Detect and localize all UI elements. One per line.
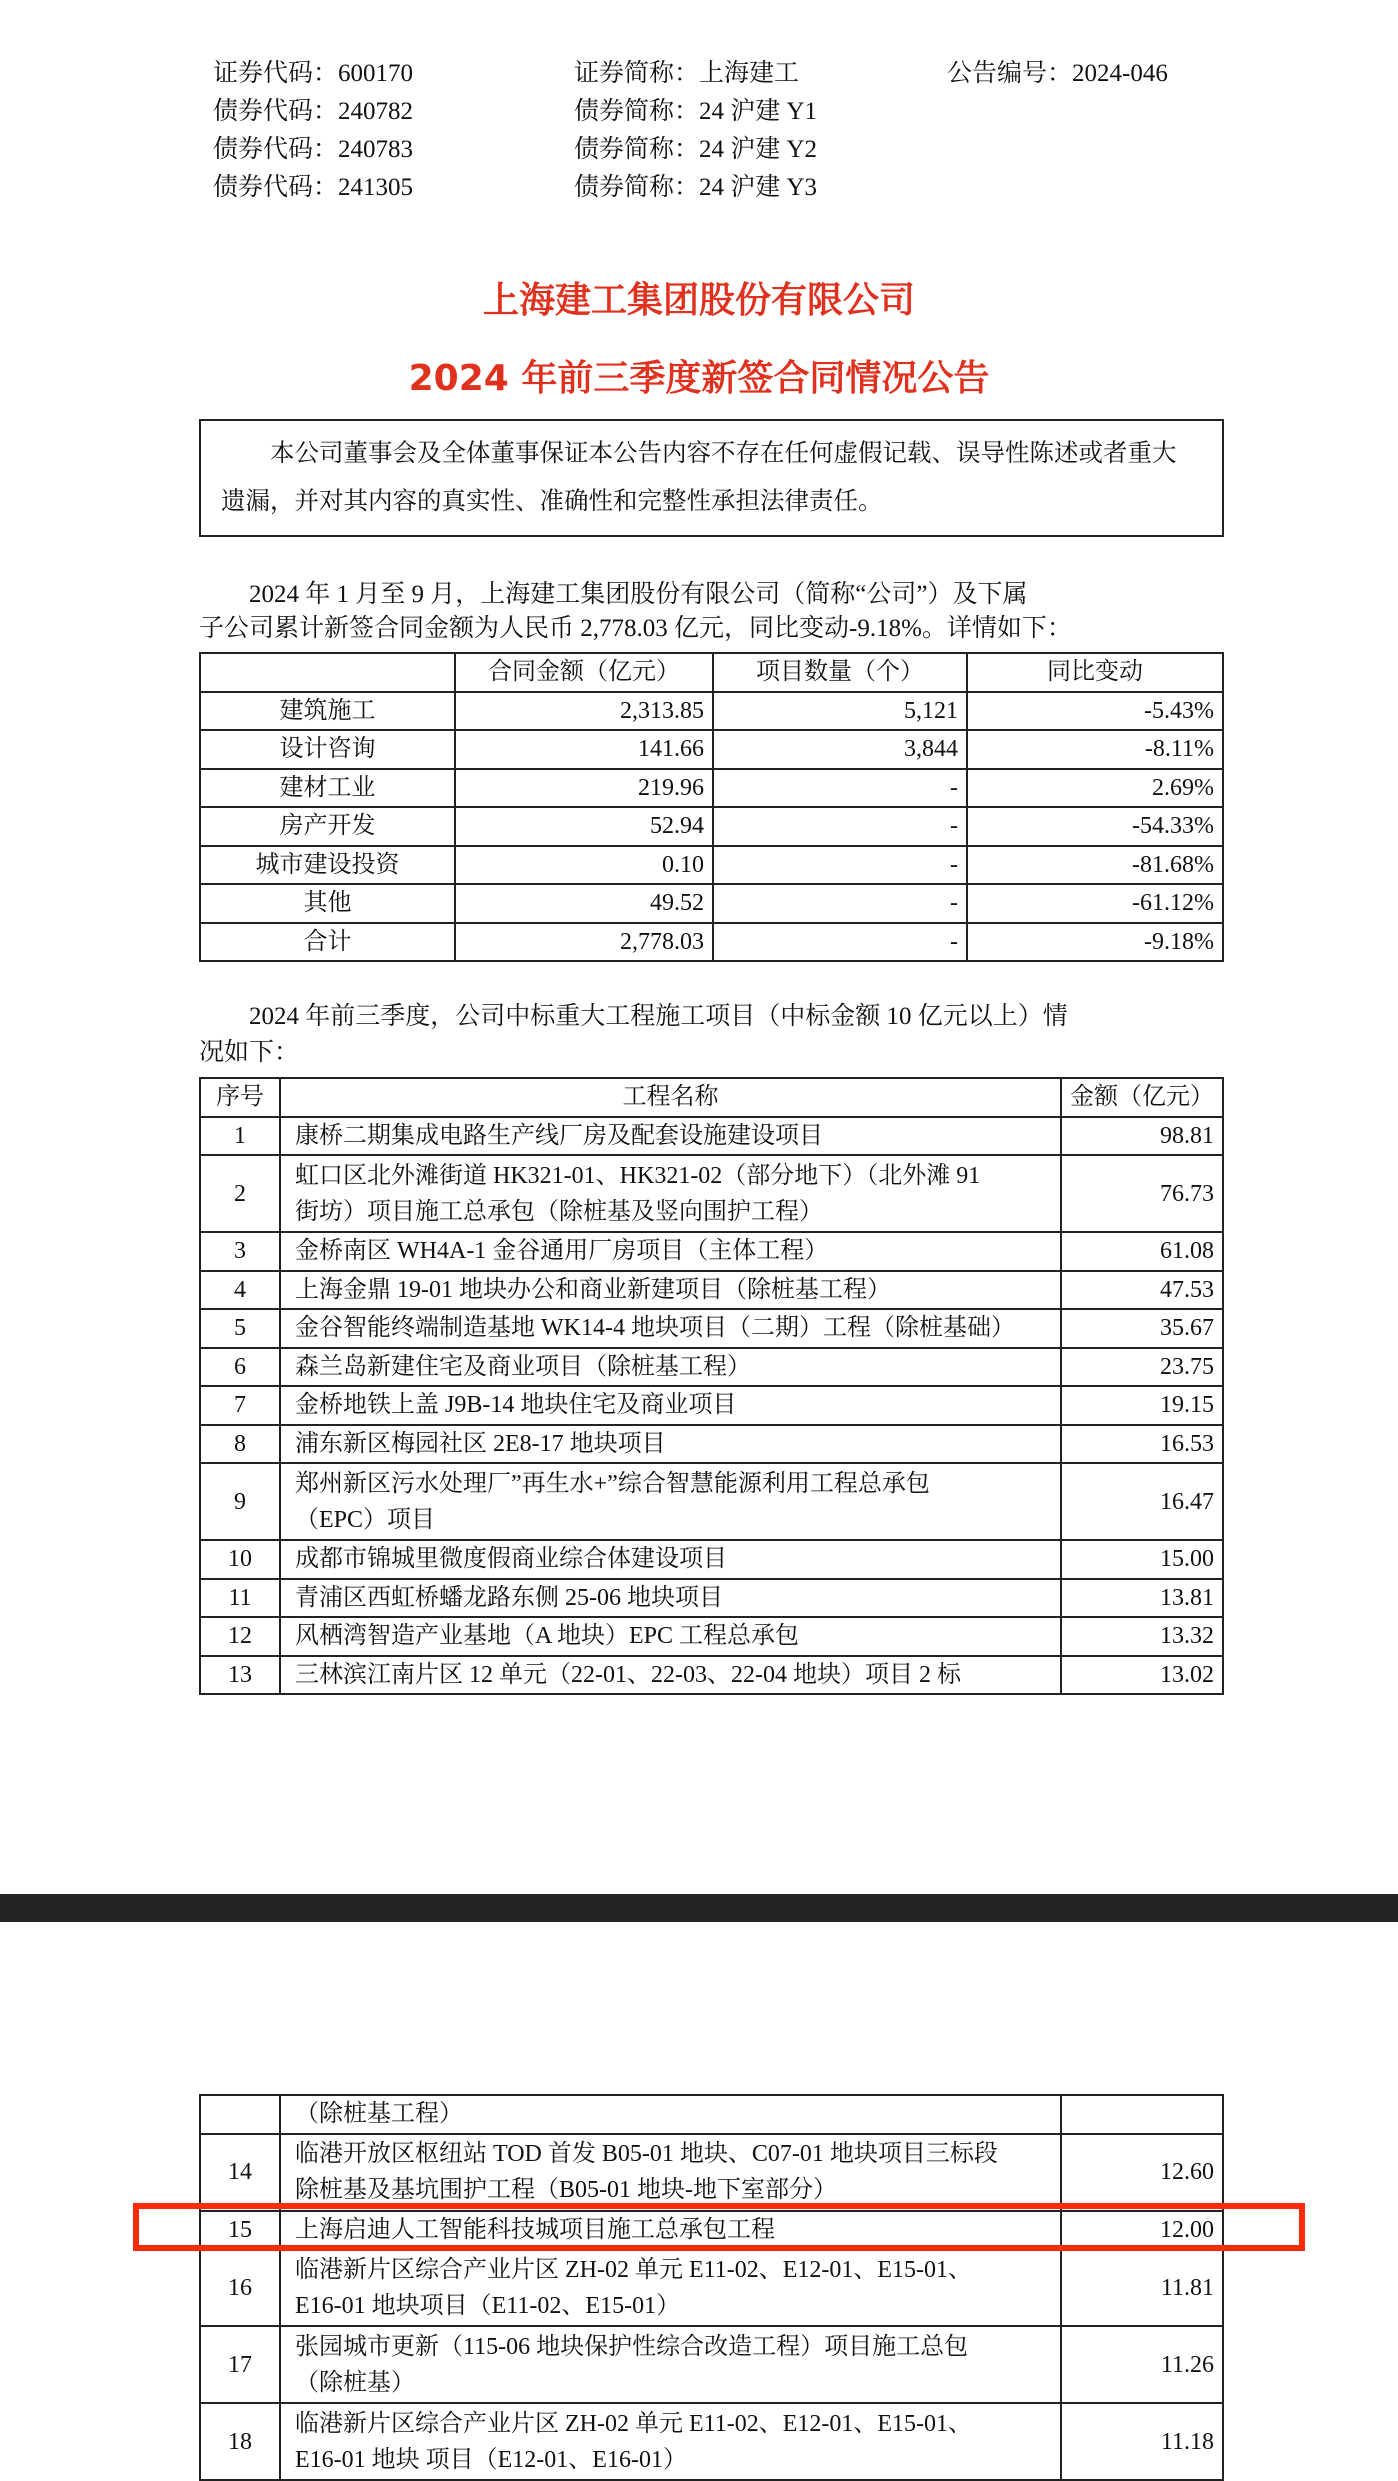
project-name — [280, 1271, 1061, 1310]
project-name — [280, 1117, 1061, 1156]
table-cell: 2,778.03 — [455, 923, 713, 962]
table-row — [200, 1579, 1223, 1618]
contracts-table — [199, 652, 1224, 962]
table-row — [200, 1617, 1223, 1656]
table-row — [200, 846, 1223, 885]
table-cell: 设计咨询 — [200, 730, 455, 769]
project-name-line: 青浦区西虹桥蟠龙路东侧 25-06 地块项目 — [295, 1584, 723, 1611]
project-amount: 13.81 — [1061, 1579, 1223, 1618]
project-amount: 61.08 — [1061, 1232, 1223, 1271]
row-number: 10 — [200, 1540, 280, 1579]
column-header: 项目数量（个） — [713, 653, 967, 692]
table-row — [200, 769, 1223, 808]
security-code: 证券代码：600170 — [213, 60, 414, 87]
project-name-line: 风栖湾智造产业基地（A 地块）EPC 工程总承包 — [295, 1623, 800, 1650]
row-number: 7 — [200, 1386, 280, 1425]
table-row — [200, 1386, 1223, 1425]
row-number: 5 — [200, 1309, 280, 1348]
security-code: 债券代码：240783 — [213, 136, 414, 163]
project-amount: 16.47 — [1061, 1463, 1223, 1540]
highlight-box — [133, 2203, 1305, 2251]
project-name-line: 上海金鼎 19-01 地块办公和商业新建项目（除桩基工程） — [295, 1276, 891, 1303]
table-header-row — [200, 653, 1223, 692]
project-name — [280, 1386, 1061, 1425]
table-cell: -54.33% — [967, 807, 1223, 846]
project-name-line: E16-01 地块项目（E11-02、E15-01） — [295, 2292, 681, 2319]
row-number: 15 — [200, 2211, 280, 2250]
project-amount: 16.53 — [1061, 1425, 1223, 1464]
row-number: 8 — [200, 1425, 280, 1464]
table-row — [200, 2134, 1223, 2211]
company-title: 上海建工集团股份有限公司 — [482, 280, 915, 321]
project-name — [280, 1463, 1061, 1540]
project-name — [280, 2095, 1061, 2134]
row-number: 4 — [200, 1271, 280, 1310]
project-name — [280, 1656, 1061, 1695]
column-header: 同比变动 — [967, 653, 1223, 692]
project-amount: 11.26 — [1061, 2326, 1223, 2403]
row-number: 2 — [200, 1155, 280, 1232]
table-cell: 2.69% — [967, 769, 1223, 808]
table-cell: - — [713, 807, 967, 846]
project-name-line: 临港新片区综合产业片区 ZH-02 单元 E11-02、E12-01、E15-01、 — [295, 2410, 973, 2437]
table-row — [200, 2403, 1223, 2480]
project-name — [280, 1617, 1061, 1656]
disclaimer-line: 本公司董事会及全体董事保证本公告内容不存在任何虚假记载、误导性陈述或者重大 — [221, 440, 1177, 467]
table-cell: -9.18% — [967, 923, 1223, 962]
project-amount: 13.02 — [1061, 1656, 1223, 1695]
projects-table — [199, 1077, 1224, 1695]
project-name-line: 郑州新区污水处理厂”再生水+”综合智慧能源利用工程总承包 — [295, 1470, 930, 1497]
table-cell: 房产开发 — [200, 807, 455, 846]
row-number: 12 — [200, 1617, 280, 1656]
security-code: 债券代码：240782 — [213, 98, 414, 125]
project-amount: 19.15 — [1061, 1386, 1223, 1425]
row-number: 14 — [200, 2134, 280, 2211]
project-amount: 98.81 — [1061, 1117, 1223, 1156]
project-name — [280, 1540, 1061, 1579]
project-name — [280, 2134, 1061, 2211]
table-cell: 建材工业 — [200, 769, 455, 808]
table-cell: 其他 — [200, 884, 455, 923]
project-amount: 35.67 — [1061, 1309, 1223, 1348]
table-row — [200, 923, 1223, 962]
project-name-line: 张园城市更新（115-06 地块保护性综合改造工程）项目施工总包 — [295, 2333, 969, 2360]
intro-line: 2024 年 1 月至 9 月，上海建工集团股份有限公司（简称“公司”）及下属 — [199, 581, 1028, 608]
project-amount: 23.75 — [1061, 1348, 1223, 1387]
table-cell: 49.52 — [455, 884, 713, 923]
table-row — [200, 1463, 1223, 1540]
table-cell: -61.12% — [967, 884, 1223, 923]
project-amount: 12.60 — [1061, 2134, 1223, 2211]
table-cell: - — [713, 884, 967, 923]
table-cell: 141.66 — [455, 730, 713, 769]
table-cell: 219.96 — [455, 769, 713, 808]
project-name-line: 三林滨江南片区 12 单元（22-01、22-03、22-04 地块）项目 2 标 — [295, 1661, 961, 1688]
project-amount: 15.00 — [1061, 1540, 1223, 1579]
disclaimer-box — [199, 419, 1224, 537]
table-cell: 城市建设投资 — [200, 846, 455, 885]
table-row — [200, 2249, 1223, 2326]
column-header: 工程名称 — [280, 1078, 1061, 1117]
security-short-name: 证券简称：上海建工 — [574, 60, 800, 87]
project-name — [280, 1309, 1061, 1348]
project-name — [280, 1579, 1061, 1618]
row-number: 1 — [200, 1117, 280, 1156]
table-row — [200, 1117, 1223, 1156]
project-name-line: 临港新片区综合产业片区 ZH-02 单元 E11-02、E12-01、E15-01、 — [295, 2256, 973, 2283]
row-number: 16 — [200, 2249, 280, 2326]
project-amount: 47.53 — [1061, 1271, 1223, 1310]
row-number — [200, 2095, 280, 2134]
table-row — [200, 1348, 1223, 1387]
table-row — [200, 1425, 1223, 1464]
project-name-line: 临港开放区枢纽站 TOD 首发 B05-01 地块、C07-01 地块项目三标段 — [295, 2141, 998, 2167]
row-number: 17 — [200, 2326, 280, 2403]
project-amount — [1061, 2095, 1223, 2134]
project-name-line: （EPC）项目 — [295, 1506, 436, 1533]
row-number: 11 — [200, 1579, 280, 1618]
security-short-name: 债券简称：24 沪建 Y1 — [574, 98, 818, 125]
projects-intro-line: 况如下： — [199, 1039, 300, 1066]
project-name — [280, 1232, 1061, 1271]
column-header: 金额（亿元） — [1061, 1078, 1223, 1117]
table-cell: -5.43% — [967, 692, 1223, 731]
project-name-line: 金桥地铁上盖 J9B-14 地块住宅及商业项目 — [295, 1392, 737, 1419]
project-name-line: （除桩基） — [295, 2369, 415, 2396]
announcement-number: 公告编号：2024-046 — [947, 60, 1168, 87]
row-number: 18 — [200, 2403, 280, 2480]
project-name — [280, 1425, 1061, 1464]
table-cell: 5,121 — [713, 692, 967, 731]
project-name-line: E16-01 地块 项目（E12-01、E16-01） — [295, 2446, 687, 2473]
table-row — [200, 1656, 1223, 1695]
table-cell: -81.68% — [967, 846, 1223, 885]
project-name-line: 金谷智能终端制造基地 WK14-4 地块项目（二期）工程（除桩基础） — [295, 1315, 1015, 1342]
table-header-row — [200, 1078, 1223, 1117]
project-name — [280, 2403, 1061, 2480]
table-row — [200, 1232, 1223, 1271]
project-name — [280, 2249, 1061, 2326]
table-cell: 建筑施工 — [200, 692, 455, 731]
table-cell: 2,313.85 — [455, 692, 713, 731]
table-row — [200, 692, 1223, 731]
project-name-line: 康桥二期集成电路生产线厂房及配套设施建设项目 — [295, 1122, 823, 1149]
table-cell: - — [713, 769, 967, 808]
table-row — [200, 884, 1223, 923]
table-row — [200, 2095, 1223, 2134]
table-row — [200, 1540, 1223, 1579]
security-code: 债券代码：241305 — [213, 174, 414, 201]
report-title: 2024 年前三季度新签合同情况公告 — [408, 358, 990, 399]
column-header: 合同金额（亿元） — [455, 653, 713, 692]
table-cell: 0.10 — [455, 846, 713, 885]
project-name-line: 上海启迪人工智能科技城项目施工总承包工程 — [295, 2216, 775, 2243]
disclaimer-line: 遗漏，并对其内容的真实性、准确性和完整性承担法律责任。 — [221, 488, 883, 515]
project-name-line: 街坊）项目施工总承包（除桩基及竖向围护工程） — [295, 1198, 823, 1225]
project-name-line: 除桩基及基坑围护工程（B05-01 地块-地下室部分） — [295, 2177, 837, 2203]
table-cell: 52.94 — [455, 807, 713, 846]
table-cell: 3,844 — [713, 730, 967, 769]
table-row — [200, 2326, 1223, 2403]
column-header — [200, 653, 455, 692]
project-name-line: 浦东新区梅园社区 2E8-17 地块项目 — [295, 1430, 666, 1457]
project-amount: 12.00 — [1061, 2211, 1223, 2250]
project-name-line: 金桥南区 WH4A-1 金谷通用厂房项目（主体工程） — [295, 1238, 829, 1265]
row-number: 3 — [200, 1232, 280, 1271]
intro-line: 子公司累计新签合同金额为人民币 2,778.03 亿元，同比变动-9.18%。详情如下： — [199, 615, 1072, 642]
projects-intro-line: 2024 年前三季度，公司中标重大工程施工项目（中标金额 10 亿元以上）情 — [199, 1003, 1068, 1030]
table-cell: - — [713, 846, 967, 885]
row-number: 9 — [200, 1463, 280, 1540]
project-name — [280, 1155, 1061, 1232]
table-row — [200, 730, 1223, 769]
project-amount: 13.32 — [1061, 1617, 1223, 1656]
project-amount: 11.81 — [1061, 2249, 1223, 2326]
projects-table-continued — [199, 2094, 1224, 2481]
table-row — [200, 1271, 1223, 1310]
table-row — [200, 807, 1223, 846]
project-name-line: 虹口区北外滩街道 HK321-01、HK321-02（部分地下）（北外滩 91 — [295, 1162, 981, 1189]
security-short-name: 债券简称：24 沪建 Y3 — [574, 174, 818, 201]
project-name — [280, 2326, 1061, 2403]
column-header: 序号 — [200, 1078, 280, 1117]
security-short-name: 债券简称：24 沪建 Y2 — [574, 136, 818, 163]
project-name-line: （除桩基工程） — [295, 2101, 463, 2128]
page-divider — [0, 1894, 1398, 1922]
project-amount: 76.73 — [1061, 1155, 1223, 1232]
row-number: 6 — [200, 1348, 280, 1387]
project-amount: 11.18 — [1061, 2403, 1223, 2480]
table-cell: 合计 — [200, 923, 455, 962]
project-name-line: 成都市锦城里微度假商业综合体建设项目 — [295, 1546, 727, 1573]
project-name — [280, 1348, 1061, 1387]
row-number: 13 — [200, 1656, 280, 1695]
project-name-line: 森兰岛新建住宅及商业项目（除桩基工程） — [295, 1353, 751, 1380]
table-cell: -8.11% — [967, 730, 1223, 769]
table-row — [200, 1309, 1223, 1348]
table-cell: - — [713, 923, 967, 962]
table-row — [200, 1155, 1223, 1232]
